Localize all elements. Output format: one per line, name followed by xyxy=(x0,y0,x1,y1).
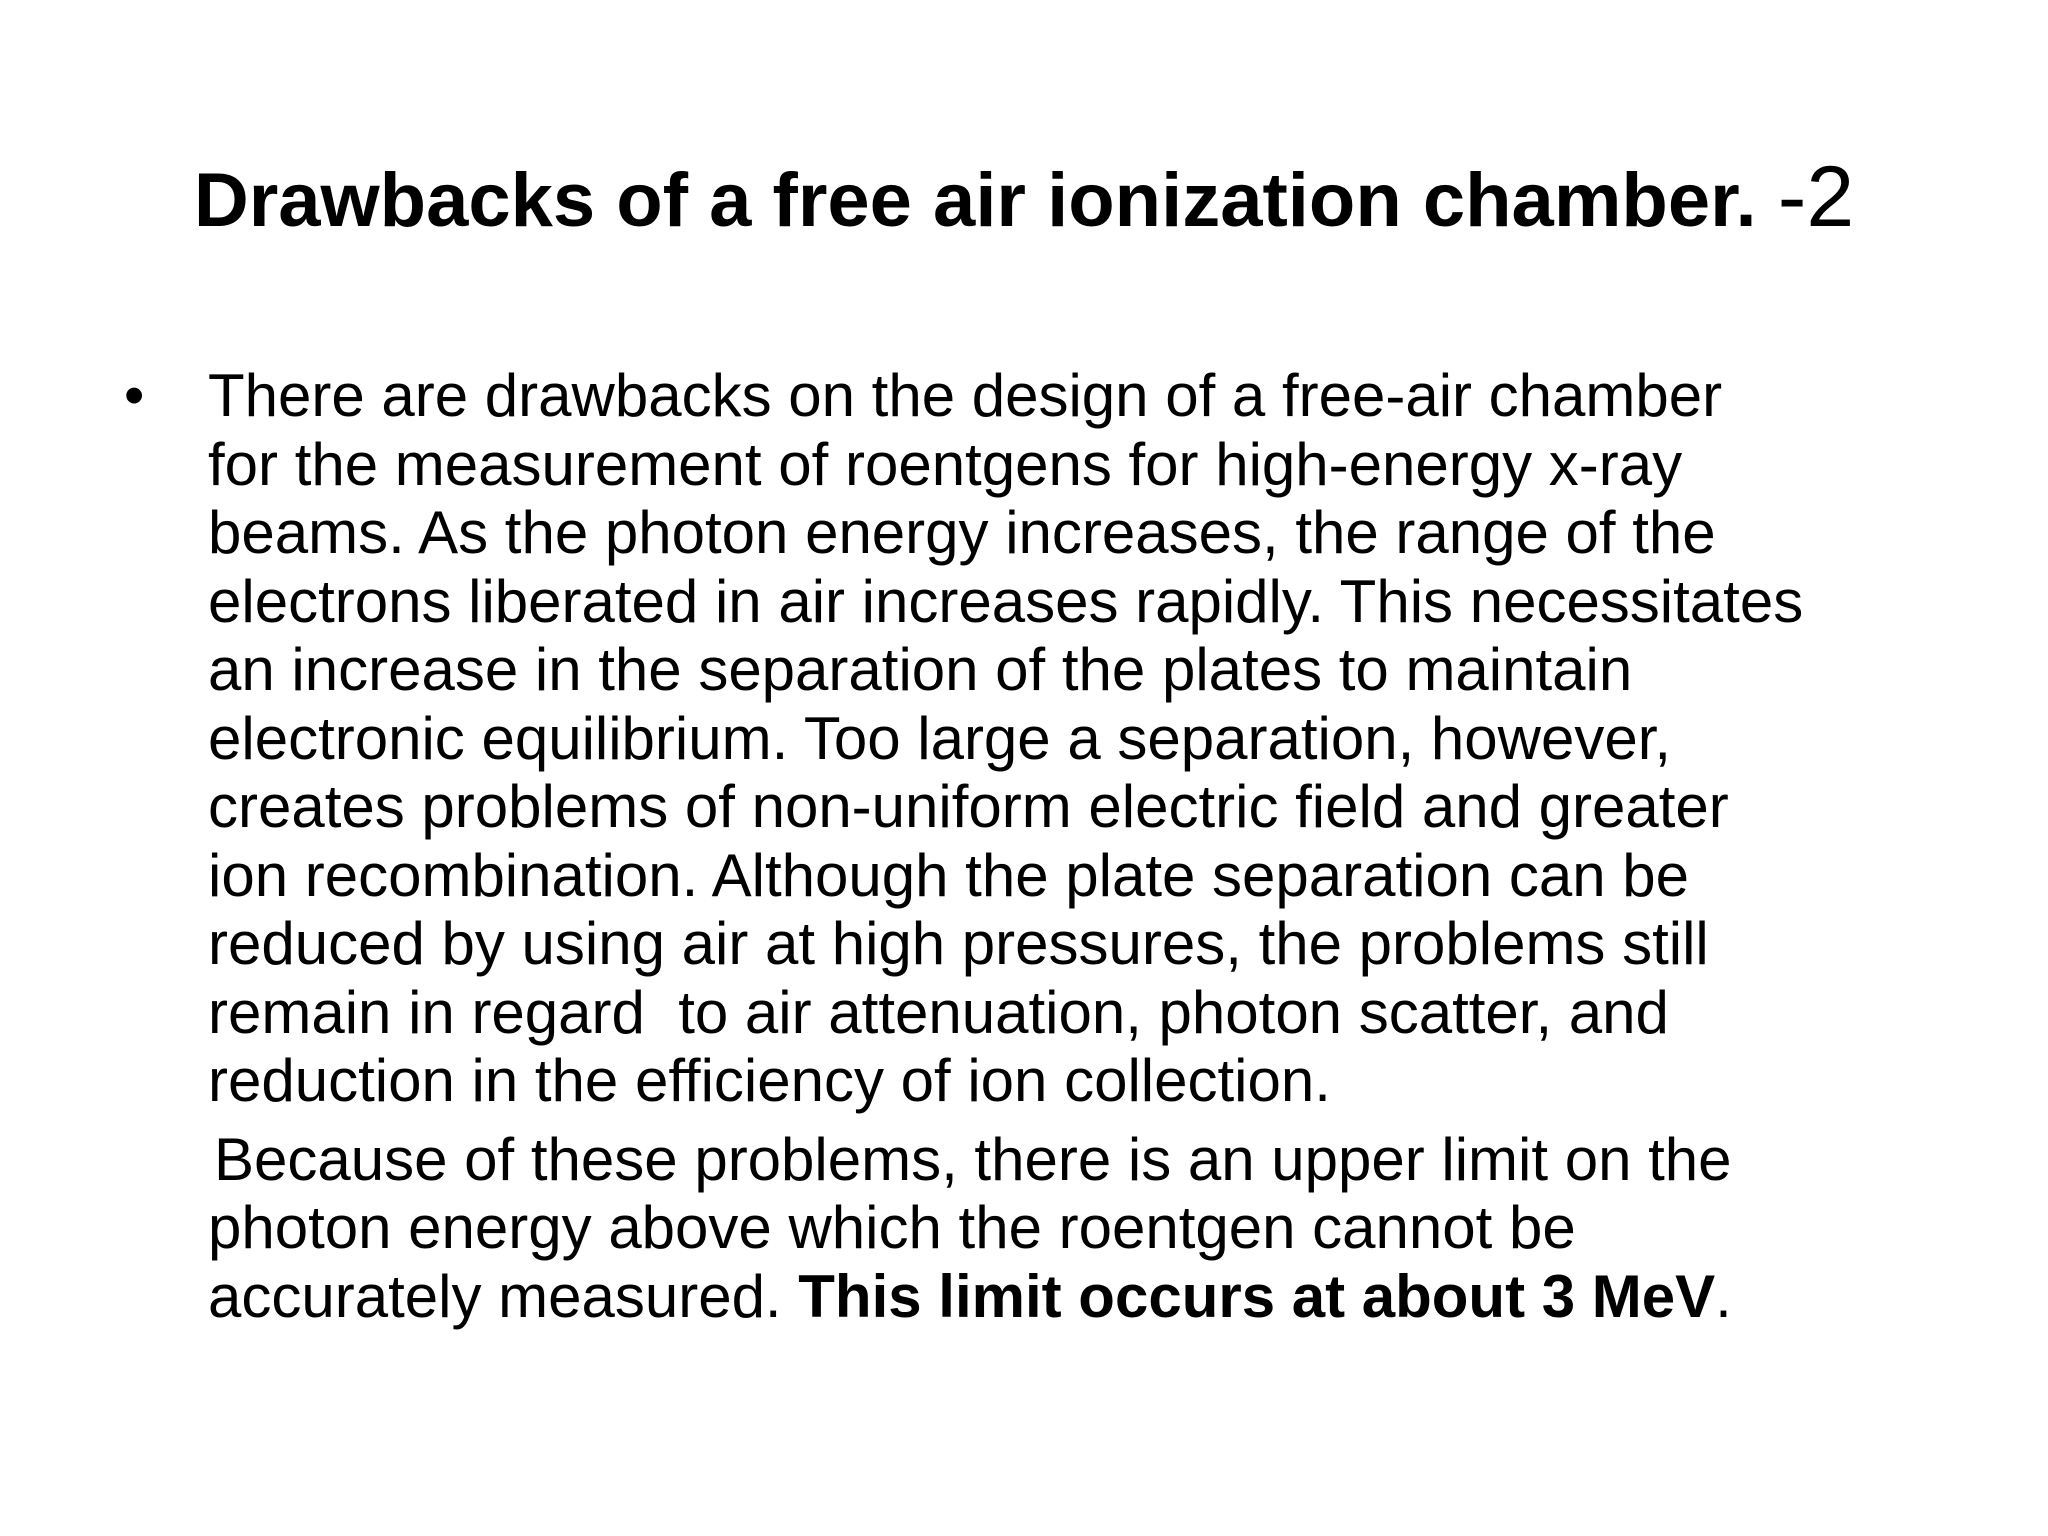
bullet-icon: • xyxy=(124,363,145,428)
slide-body xyxy=(120,362,1980,1331)
energy-limit-highlight: This limit occurs at about 3 MeV xyxy=(798,1262,1716,1330)
conclusion-line-end: . xyxy=(1715,1262,1732,1330)
conclusion-paragraph xyxy=(208,1126,1948,1332)
body-line: There are drawbacks on the design of a free-air chamber xyxy=(208,362,1723,429)
slide-title-text: Drawbacks of a free air ionization chamber. xyxy=(193,158,1757,243)
body-line: ion recombination. Although the plate separation can be xyxy=(208,841,1690,909)
body-paragraph xyxy=(208,362,1948,1116)
body-line: reduced by using air at high pressures, the problems still xyxy=(208,910,1709,977)
slide-title xyxy=(0,148,2048,247)
body-line: electrons liberated in air increases rapidly. This necessitates xyxy=(208,567,1804,635)
conclusion-line-start: accurately measured. xyxy=(208,1262,799,1330)
bullet-item xyxy=(120,362,1980,1116)
body-line: beams. As the photon energy increases, the range of the xyxy=(208,499,1716,566)
body-line: electronic equilibrium. Too large a separation, however, xyxy=(208,704,1672,772)
body-line: remain in regard to air attenuation, photon scatter, and xyxy=(208,978,1669,1046)
body-line: for the measurement of roentgens for high-energy x-ray xyxy=(208,430,1683,498)
conclusion-line: Because of these problems, there is an upper limit on the xyxy=(214,1125,1732,1193)
conclusion-line: photon energy above which the roentgen cannot be xyxy=(208,1194,1576,1261)
slide-title-suffix: -2 xyxy=(1777,149,1855,245)
body-line: creates problems of non-uniform electric field and greater xyxy=(208,773,1729,840)
body-line: reduction in the efficiency of ion collection. xyxy=(208,1047,1331,1114)
body-line: an increase in the separation of the plates to maintain xyxy=(208,636,1633,703)
